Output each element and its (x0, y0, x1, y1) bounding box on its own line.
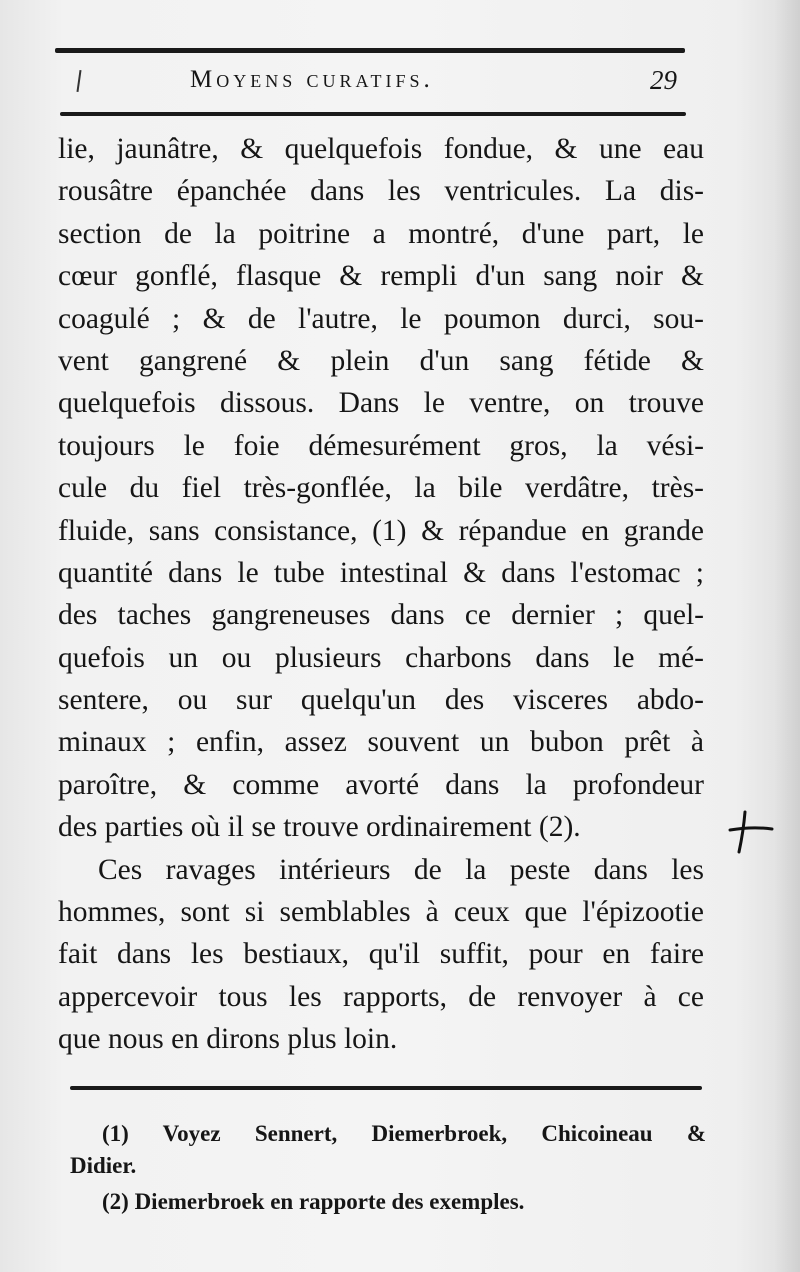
text-line: coagulé ; & de l'autre, le poumon durci, sou- (58, 302, 704, 335)
text-line: sentere, ou sur quelqu'un des visceres abdo- (58, 684, 704, 717)
page-edge-shadow (774, 0, 800, 1272)
footnotes (70, 1118, 706, 1218)
text-line: des parties où il se trouve ordinairement (2). (58, 811, 581, 844)
handwritten-cross-mark (728, 806, 774, 856)
text-line: rousâtre épanchée dans les ventricules. La dis- (58, 175, 704, 208)
body-text (58, 128, 704, 1061)
text-line: quelquefois dissous. Dans le ventre, on trouve (58, 387, 704, 420)
paragraph-first-line: Ces ravages intérieurs de la peste dans les (98, 853, 704, 886)
footnote-1-line-1: (1) Voyez Sennert, Diemerbroek, Chicoineau & (102, 1121, 706, 1146)
text-line: vent gangrené & plein d'un sang fétide & (58, 344, 704, 377)
text-line: lie, jaunâtre, & quelquefois fondue, & une eau (58, 133, 704, 165)
text-line: hommes, sont si semblables à ceux que l'épizootie (58, 896, 704, 929)
header-top-rule (55, 48, 685, 53)
footnote-separator-rule (70, 1086, 702, 1090)
text-line: toujours le foie démesurément gros, la vési- (58, 429, 704, 462)
text-line: paroître, & comme avorté dans la profondeur (58, 768, 704, 801)
text-line: quantité dans le tube intestinal & dans l'estomac ; (58, 556, 704, 589)
text-line: cule du fiel très-gonflée, la bile verdâtre, très- (58, 472, 704, 505)
page-number: 29 (650, 65, 677, 95)
running-head-title: Moyens curatifs. (190, 66, 434, 93)
footnote-2: (2) Diemerbroek en rapporte des exemples. (102, 1189, 525, 1214)
text-line: section de la poitrine a montré, d'une part, le (58, 217, 704, 250)
text-line: des taches gangreneuses dans ce dernier ; quel- (58, 599, 704, 632)
text-line: minaux ; enfin, assez souvent un bubon prêt à (58, 726, 704, 759)
text-line: fluide, sans consistance, (1) & répandue en grande (58, 514, 704, 547)
header-bottom-rule (60, 112, 686, 116)
text-line: quefois un ou plusieurs charbons dans le mé- (58, 641, 704, 674)
text-line: que nous en dirons plus loin. (58, 1023, 398, 1056)
header-tick-mark (76, 70, 81, 92)
text-line: fait dans les bestiaux, qu'il suffit, pour en faire (58, 938, 704, 971)
text-line: appercevoir tous les rapports, de renvoyer à ce (58, 980, 704, 1013)
text-line: cœur gonflé, flasque & rempli d'un sang noir & (58, 260, 704, 293)
footnote-1-line-2: Didier. (70, 1153, 137, 1178)
